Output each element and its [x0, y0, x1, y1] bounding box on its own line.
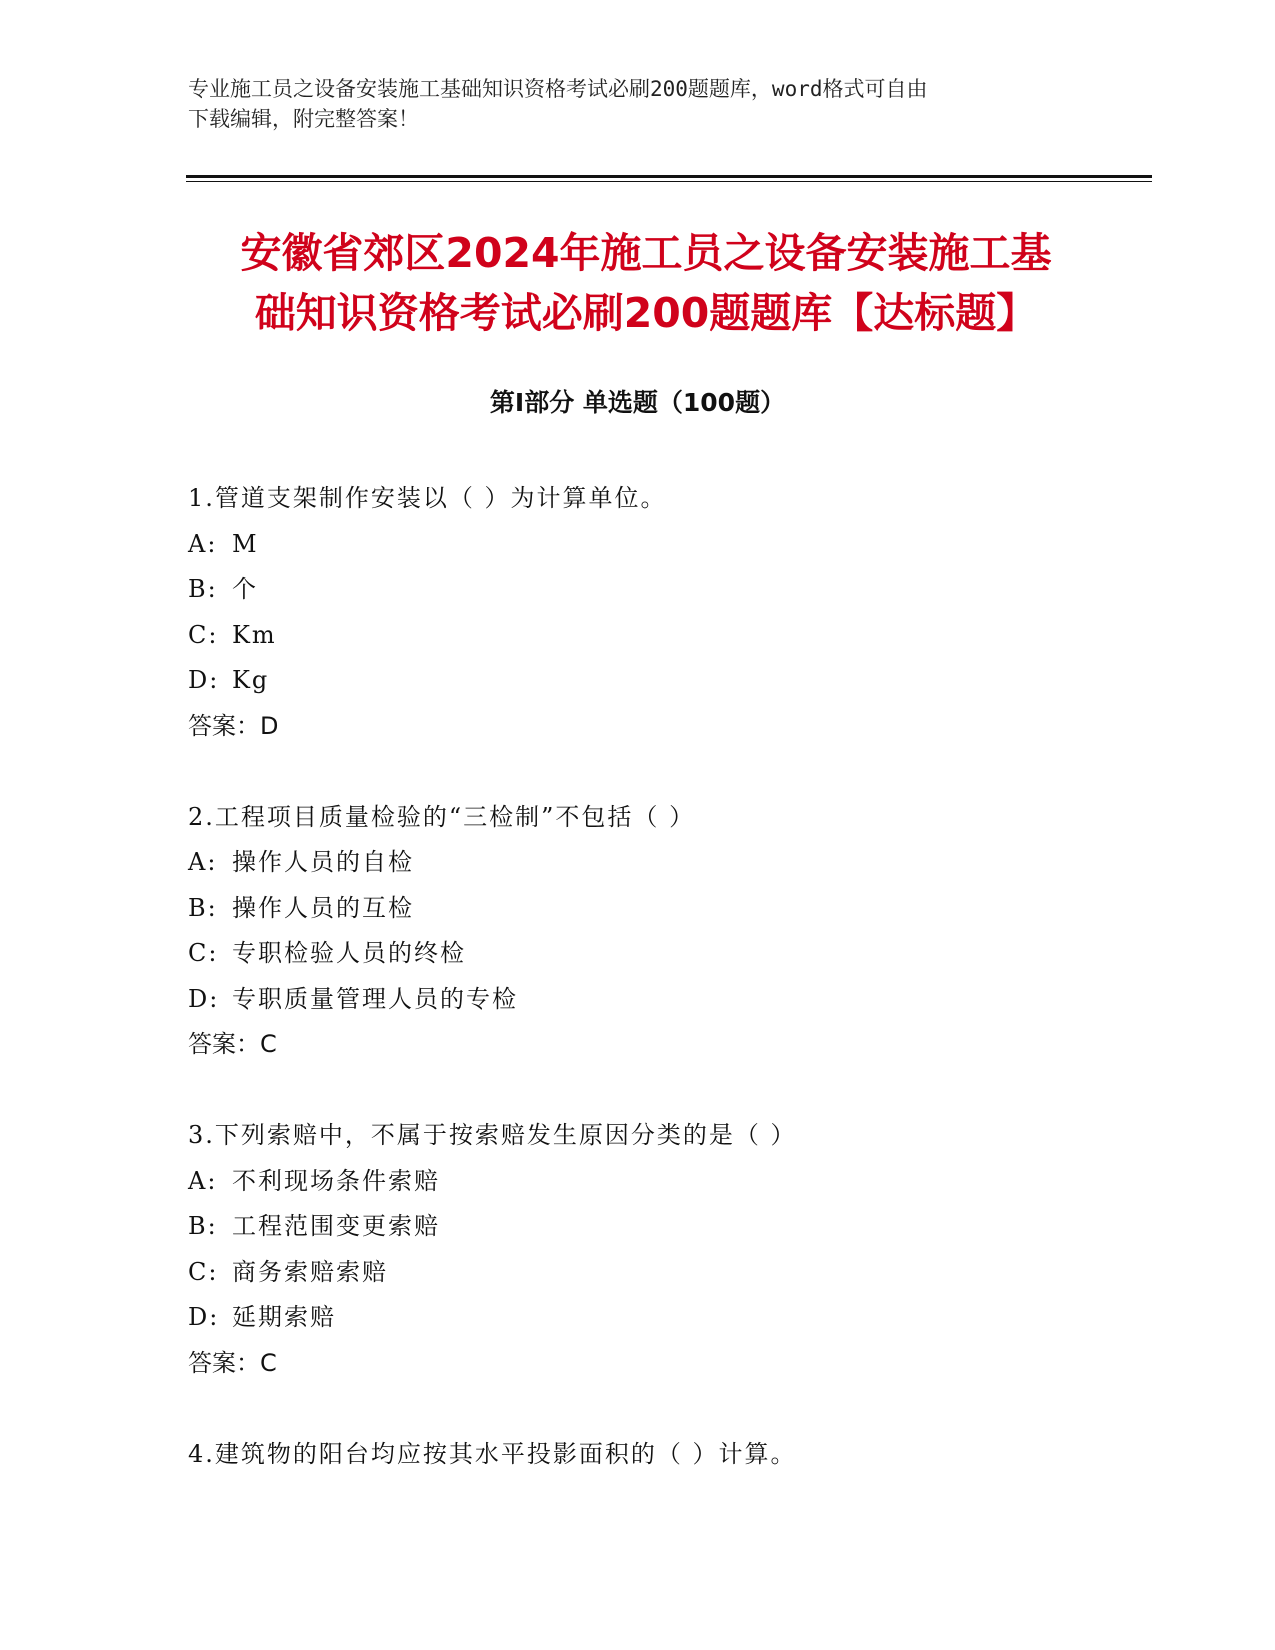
option-b: [188, 886, 1128, 932]
option-letter: D:: [188, 984, 220, 1013]
option-letter: A:: [188, 1166, 218, 1195]
header-note-line-2: 下载编辑，附完整答案！: [188, 107, 419, 131]
question-spacer: [188, 1386, 1128, 1432]
option-letter: D:: [188, 666, 220, 694]
question-1: [188, 476, 1128, 795]
option-b: [188, 1204, 1128, 1250]
option-d: [188, 658, 1128, 704]
option-text: Kg: [232, 666, 270, 694]
section-heading: 第I部分 单选题（100题）: [489, 388, 786, 417]
option-a: [188, 522, 1128, 568]
question-spacer: [188, 749, 1128, 795]
header-divider-thin: [186, 181, 1152, 182]
document-title-line-2: 础知识资格考试必刷200题题库【达标题】: [254, 289, 1038, 337]
option-text: M: [232, 529, 259, 558]
option-d: [188, 977, 1128, 1023]
header-divider-thick: [186, 175, 1152, 178]
option-letter: D:: [188, 1303, 220, 1331]
question-3: [188, 1113, 1128, 1432]
option-letter: A:: [188, 529, 218, 558]
option-text: 专职质量管理人员的专检: [232, 984, 518, 1013]
question-stem: 4.建筑物的阳台均应按其水平投影面积的（ ）计算。: [188, 1439, 797, 1468]
header-note: [188, 74, 1068, 134]
option-text: 个: [232, 575, 258, 603]
question-stem: 3.下列索赔中，不属于按索赔发生原因分类的是（ ）: [188, 1121, 797, 1149]
option-a: [188, 840, 1128, 886]
option-letter: B:: [188, 1212, 218, 1240]
answer-line: 答案：C: [188, 1348, 277, 1377]
option-letter: A:: [188, 848, 218, 876]
document-title-line-1: 安徽省郊区2024年施工员之设备安装施工基: [240, 229, 1052, 277]
question-4: [188, 1432, 1128, 1478]
question-list: [188, 476, 1128, 1477]
option-text: 工程范围变更索赔: [232, 1212, 440, 1240]
option-text: 操作人员的互检: [232, 893, 414, 922]
option-text: 商务索赔索赔: [232, 1257, 388, 1286]
option-d: [188, 1295, 1128, 1341]
option-text: 延期索赔: [232, 1303, 336, 1331]
option-text: 操作人员的自检: [232, 848, 414, 876]
option-letter: B:: [188, 893, 218, 922]
option-text: Km: [232, 620, 277, 649]
option-c: [188, 931, 1128, 977]
option-a: [188, 1159, 1128, 1205]
question-2: [188, 795, 1128, 1114]
option-letter: B:: [188, 575, 218, 603]
answer-line: 答案：D: [188, 711, 279, 740]
answer-line: 答案：C: [188, 1030, 277, 1058]
option-letter: C:: [188, 939, 219, 967]
question-stem: 1.管道支架制作安装以（ ）为计算单位。: [188, 484, 667, 512]
option-c: [188, 1250, 1128, 1296]
document-title: [176, 223, 1116, 343]
question-stem: 2.工程项目质量检验的“三检制”不包括（ ）: [188, 802, 696, 831]
option-c: [188, 613, 1128, 659]
option-letter: C:: [188, 620, 219, 649]
option-text: 不利现场条件索赔: [232, 1166, 440, 1195]
option-letter: C:: [188, 1257, 219, 1286]
question-spacer: [188, 1068, 1128, 1114]
option-text: 专职检验人员的终检: [232, 939, 466, 967]
header-note-line-1: 专业施工员之设备安装施工基础知识资格考试必刷200题题库，word格式可自由: [188, 77, 928, 101]
option-b: [188, 567, 1128, 613]
